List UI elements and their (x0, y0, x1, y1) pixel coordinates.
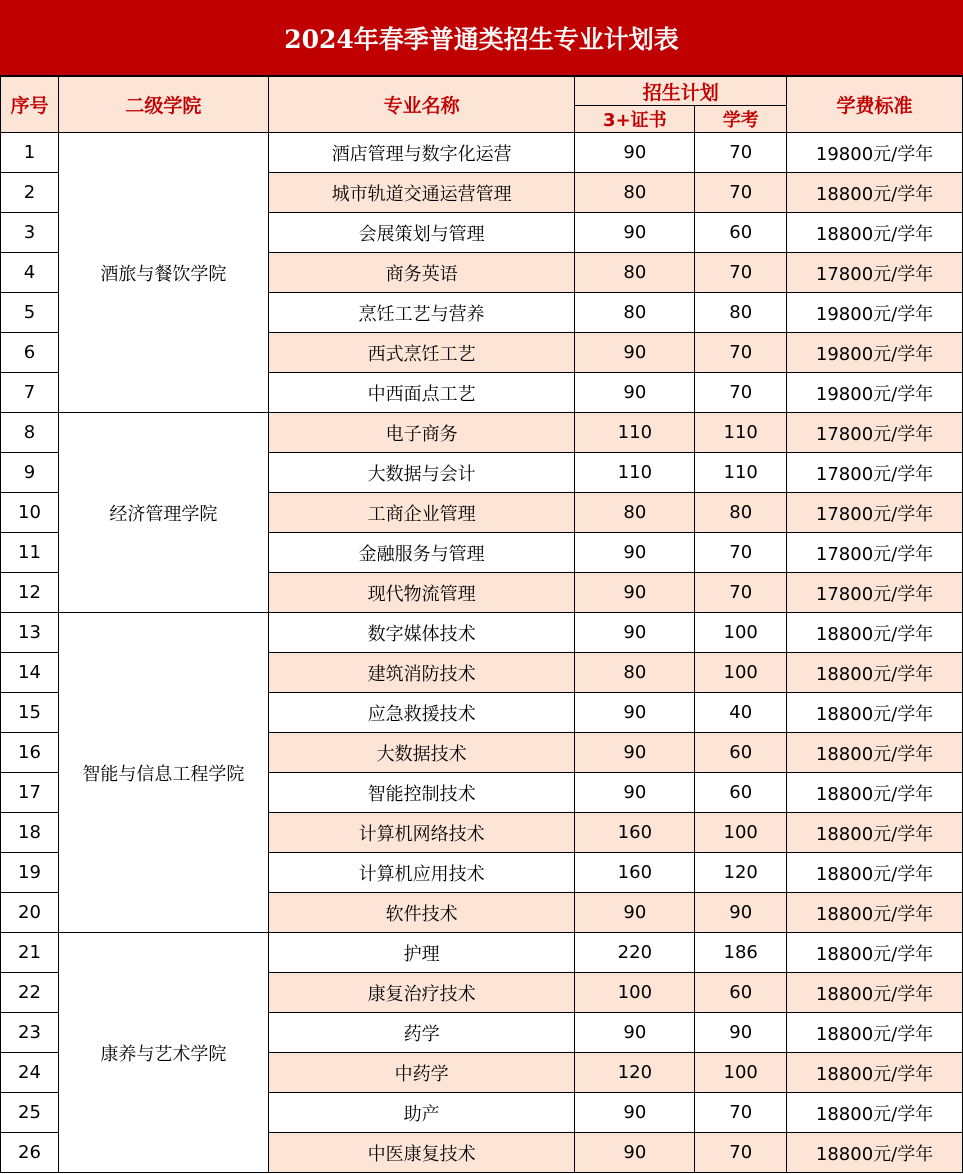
cell-plan-exam: 100 (695, 813, 787, 853)
cell-plan-cert: 90 (575, 333, 695, 373)
cell-plan-exam: 90 (695, 893, 787, 933)
cell-fee: 17800元/学年 (787, 253, 963, 293)
cell-plan-cert: 90 (575, 133, 695, 173)
cell-major: 应急救援技术 (268, 693, 575, 733)
cell-major: 数字媒体技术 (268, 613, 575, 653)
cell-plan-exam: 70 (695, 533, 787, 573)
cell-major: 中医康复技术 (268, 1133, 575, 1173)
cell-plan-exam: 70 (695, 373, 787, 413)
cell-fee: 17800元/学年 (787, 453, 963, 493)
cell-plan-exam: 60 (695, 973, 787, 1013)
cell-plan-cert: 90 (575, 733, 695, 773)
cell-fee: 18800元/学年 (787, 1093, 963, 1133)
cell-fee: 18800元/学年 (787, 973, 963, 1013)
cell-index: 11 (1, 533, 59, 573)
cell-plan-cert: 160 (575, 853, 695, 893)
cell-fee: 18800元/学年 (787, 653, 963, 693)
cell-index: 10 (1, 493, 59, 533)
cell-plan-cert: 90 (575, 1093, 695, 1133)
cell-plan-exam: 70 (695, 1133, 787, 1173)
cell-index: 25 (1, 1093, 59, 1133)
cell-index: 3 (1, 213, 59, 253)
cell-plan-exam: 60 (695, 213, 787, 253)
header-plan-exam: 学考 (695, 106, 787, 133)
cell-plan-cert: 120 (575, 1053, 695, 1093)
cell-major: 金融服务与管理 (268, 533, 575, 573)
cell-plan-cert: 90 (575, 773, 695, 813)
cell-plan-exam: 70 (695, 173, 787, 213)
cell-college: 酒旅与餐饮学院 (58, 133, 268, 413)
cell-index: 2 (1, 173, 59, 213)
cell-major: 助产 (268, 1093, 575, 1133)
header-index: 序号 (1, 77, 59, 133)
cell-fee: 18800元/学年 (787, 173, 963, 213)
cell-index: 22 (1, 973, 59, 1013)
table-body (1, 133, 963, 1173)
table-row (1, 133, 963, 173)
cell-major: 软件技术 (268, 893, 575, 933)
cell-plan-cert: 90 (575, 1133, 695, 1173)
cell-major: 商务英语 (268, 253, 575, 293)
header-plan-cert: 3+证书 (575, 106, 695, 133)
cell-plan-exam: 186 (695, 933, 787, 973)
cell-plan-cert: 90 (575, 893, 695, 933)
cell-fee: 17800元/学年 (787, 533, 963, 573)
cell-college: 康养与艺术学院 (58, 933, 268, 1173)
table-row (1, 413, 963, 453)
cell-plan-cert: 90 (575, 573, 695, 613)
cell-index: 7 (1, 373, 59, 413)
cell-plan-exam: 70 (695, 1093, 787, 1133)
cell-plan-exam: 70 (695, 133, 787, 173)
cell-index: 14 (1, 653, 59, 693)
cell-major: 中药学 (268, 1053, 575, 1093)
header-fee: 学费标准 (787, 77, 963, 133)
cell-plan-exam: 80 (695, 293, 787, 333)
cell-major: 酒店管理与数字化运营 (268, 133, 575, 173)
cell-plan-cert: 80 (575, 293, 695, 333)
cell-index: 21 (1, 933, 59, 973)
cell-plan-exam: 90 (695, 1013, 787, 1053)
cell-index: 8 (1, 413, 59, 453)
cell-major: 建筑消防技术 (268, 653, 575, 693)
cell-index: 16 (1, 733, 59, 773)
cell-plan-exam: 110 (695, 453, 787, 493)
cell-plan-cert: 160 (575, 813, 695, 853)
cell-major: 工商企业管理 (268, 493, 575, 533)
cell-fee: 18800元/学年 (787, 933, 963, 973)
cell-plan-exam: 100 (695, 1053, 787, 1093)
cell-index: 13 (1, 613, 59, 653)
cell-index: 20 (1, 893, 59, 933)
cell-plan-exam: 70 (695, 573, 787, 613)
cell-plan-cert: 80 (575, 493, 695, 533)
cell-fee: 19800元/学年 (787, 333, 963, 373)
cell-major: 中西面点工艺 (268, 373, 575, 413)
cell-plan-cert: 90 (575, 373, 695, 413)
cell-major: 城市轨道交通运营管理 (268, 173, 575, 213)
cell-fee: 17800元/学年 (787, 573, 963, 613)
header-plan: 招生计划 (575, 77, 787, 106)
cell-plan-cert: 90 (575, 613, 695, 653)
cell-fee: 19800元/学年 (787, 373, 963, 413)
cell-plan-exam: 110 (695, 413, 787, 453)
cell-plan-exam: 100 (695, 613, 787, 653)
cell-plan-cert: 90 (575, 693, 695, 733)
cell-index: 18 (1, 813, 59, 853)
cell-plan-cert: 80 (575, 653, 695, 693)
cell-major: 大数据技术 (268, 733, 575, 773)
cell-fee: 18800元/学年 (787, 1053, 963, 1093)
cell-plan-exam: 80 (695, 493, 787, 533)
cell-index: 1 (1, 133, 59, 173)
cell-index: 15 (1, 693, 59, 733)
cell-index: 9 (1, 453, 59, 493)
cell-index: 4 (1, 253, 59, 293)
cell-college: 智能与信息工程学院 (58, 613, 268, 933)
cell-index: 12 (1, 573, 59, 613)
cell-major: 护理 (268, 933, 575, 973)
cell-fee: 18800元/学年 (787, 733, 963, 773)
cell-plan-cert: 80 (575, 173, 695, 213)
enrollment-table (0, 76, 963, 1173)
cell-plan-exam: 70 (695, 253, 787, 293)
cell-fee: 18800元/学年 (787, 213, 963, 253)
cell-index: 6 (1, 333, 59, 373)
cell-plan-exam: 100 (695, 653, 787, 693)
header-major: 专业名称 (268, 77, 575, 133)
cell-major: 智能控制技术 (268, 773, 575, 813)
cell-major: 会展策划与管理 (268, 213, 575, 253)
cell-major: 烹饪工艺与营养 (268, 293, 575, 333)
cell-fee: 18800元/学年 (787, 693, 963, 733)
cell-index: 17 (1, 773, 59, 813)
cell-major: 西式烹饪工艺 (268, 333, 575, 373)
cell-college: 经济管理学院 (58, 413, 268, 613)
table-row (1, 613, 963, 653)
header-college: 二级学院 (58, 77, 268, 133)
cell-plan-cert: 80 (575, 253, 695, 293)
cell-fee: 19800元/学年 (787, 293, 963, 333)
cell-plan-cert: 90 (575, 1013, 695, 1053)
cell-major: 康复治疗技术 (268, 973, 575, 1013)
cell-major: 电子商务 (268, 413, 575, 453)
cell-fee: 18800元/学年 (787, 1133, 963, 1173)
cell-index: 24 (1, 1053, 59, 1093)
cell-fee: 19800元/学年 (787, 133, 963, 173)
cell-major: 计算机网络技术 (268, 813, 575, 853)
cell-fee: 18800元/学年 (787, 853, 963, 893)
cell-major: 现代物流管理 (268, 573, 575, 613)
cell-plan-exam: 60 (695, 733, 787, 773)
cell-plan-cert: 90 (575, 533, 695, 573)
cell-index: 26 (1, 1133, 59, 1173)
cell-plan-exam: 60 (695, 773, 787, 813)
cell-plan-exam: 120 (695, 853, 787, 893)
cell-plan-cert: 220 (575, 933, 695, 973)
cell-fee: 17800元/学年 (787, 413, 963, 453)
cell-plan-exam: 70 (695, 333, 787, 373)
cell-fee: 18800元/学年 (787, 613, 963, 653)
cell-plan-cert: 90 (575, 213, 695, 253)
table-row (1, 933, 963, 973)
cell-major: 大数据与会计 (268, 453, 575, 493)
cell-fee: 18800元/学年 (787, 773, 963, 813)
cell-plan-cert: 110 (575, 413, 695, 453)
cell-index: 19 (1, 853, 59, 893)
cell-fee: 18800元/学年 (787, 813, 963, 853)
cell-fee: 18800元/学年 (787, 893, 963, 933)
cell-fee: 17800元/学年 (787, 493, 963, 533)
cell-major: 药学 (268, 1013, 575, 1053)
cell-major: 计算机应用技术 (268, 853, 575, 893)
cell-fee: 18800元/学年 (787, 1013, 963, 1053)
cell-plan-cert: 110 (575, 453, 695, 493)
page-title: 2024年春季普通类招生专业计划表 (0, 0, 963, 76)
cell-index: 23 (1, 1013, 59, 1053)
cell-plan-exam: 40 (695, 693, 787, 733)
cell-plan-cert: 100 (575, 973, 695, 1013)
cell-index: 5 (1, 293, 59, 333)
